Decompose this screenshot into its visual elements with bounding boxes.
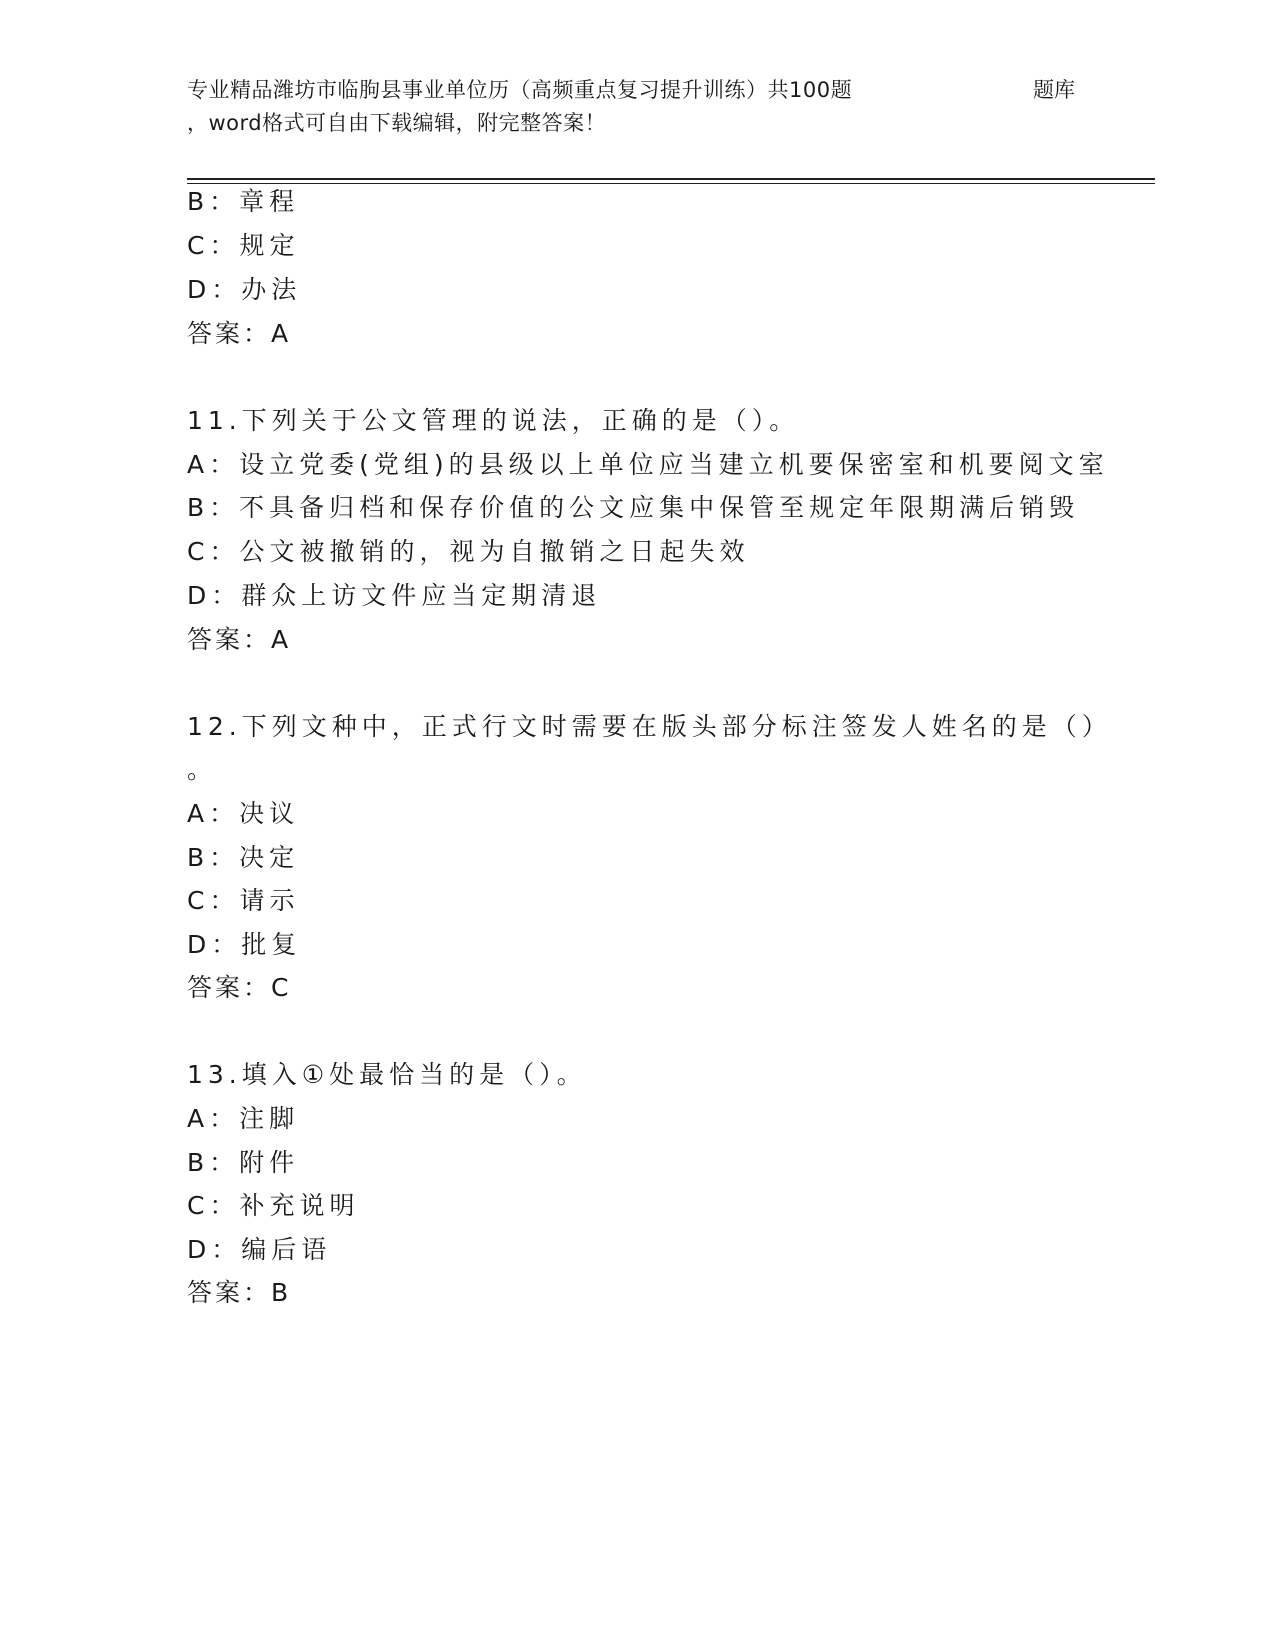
- option-d: D：办法: [187, 275, 302, 304]
- header-rule-thick: [187, 178, 1155, 180]
- question-12-stem-continuation: 。: [187, 755, 218, 784]
- header-tag: 题库: [1033, 78, 1075, 102]
- question-12-option-d: D：批复: [187, 930, 302, 959]
- answer-line: 答案：A: [187, 319, 292, 348]
- question-11-option-d: D：群众上访文件应当定期清退: [187, 581, 602, 610]
- question-13-stem: 13.填入①处最恰当的是（）。: [187, 1060, 587, 1089]
- header-subtitle-line: ，word格式可自由下载编辑，附完整答案！: [187, 111, 607, 135]
- question-12-option-a: A：决议: [187, 799, 300, 828]
- question-11-option-a: A：设立党委(党组)的县级以上单位应当建立机要保密室和机要阅文室: [187, 450, 1109, 479]
- question-13-option-d: D：编后语: [187, 1235, 332, 1264]
- question-12-option-c: C：请示: [187, 886, 300, 915]
- question-12-answer: 答案：C: [187, 973, 292, 1002]
- header-title-line: 专业精品潍坊市临朐县事业单位历（高频重点复习提升训练）共100题: [187, 78, 853, 102]
- question-11-stem: 11.下列关于公文管理的说法，正确的是（）。: [187, 406, 800, 435]
- question-12-stem: 12.下列文种中，正式行文时需要在版头部分标注签发人姓名的是（）: [187, 712, 1112, 741]
- page-header: [187, 74, 1087, 140]
- option-c: C：规定: [187, 231, 300, 260]
- header-rule-thin: [187, 183, 1155, 184]
- question-11-answer: 答案：A: [187, 625, 292, 654]
- question-12-option-b: B：决定: [187, 843, 300, 872]
- question-13-option-a: A：注脚: [187, 1104, 300, 1133]
- question-13-option-c: C：补充说明: [187, 1191, 360, 1220]
- question-11-option-b: B：不具备归档和保存价值的公文应集中保管至规定年限期满后销毁: [187, 493, 1080, 522]
- question-13-option-b: B：附件: [187, 1148, 300, 1177]
- option-b: B：章程: [187, 187, 300, 216]
- question-11-option-c: C：公文被撤销的，视为自撤销之日起失效: [187, 537, 750, 566]
- question-13-answer: 答案：B: [187, 1278, 292, 1307]
